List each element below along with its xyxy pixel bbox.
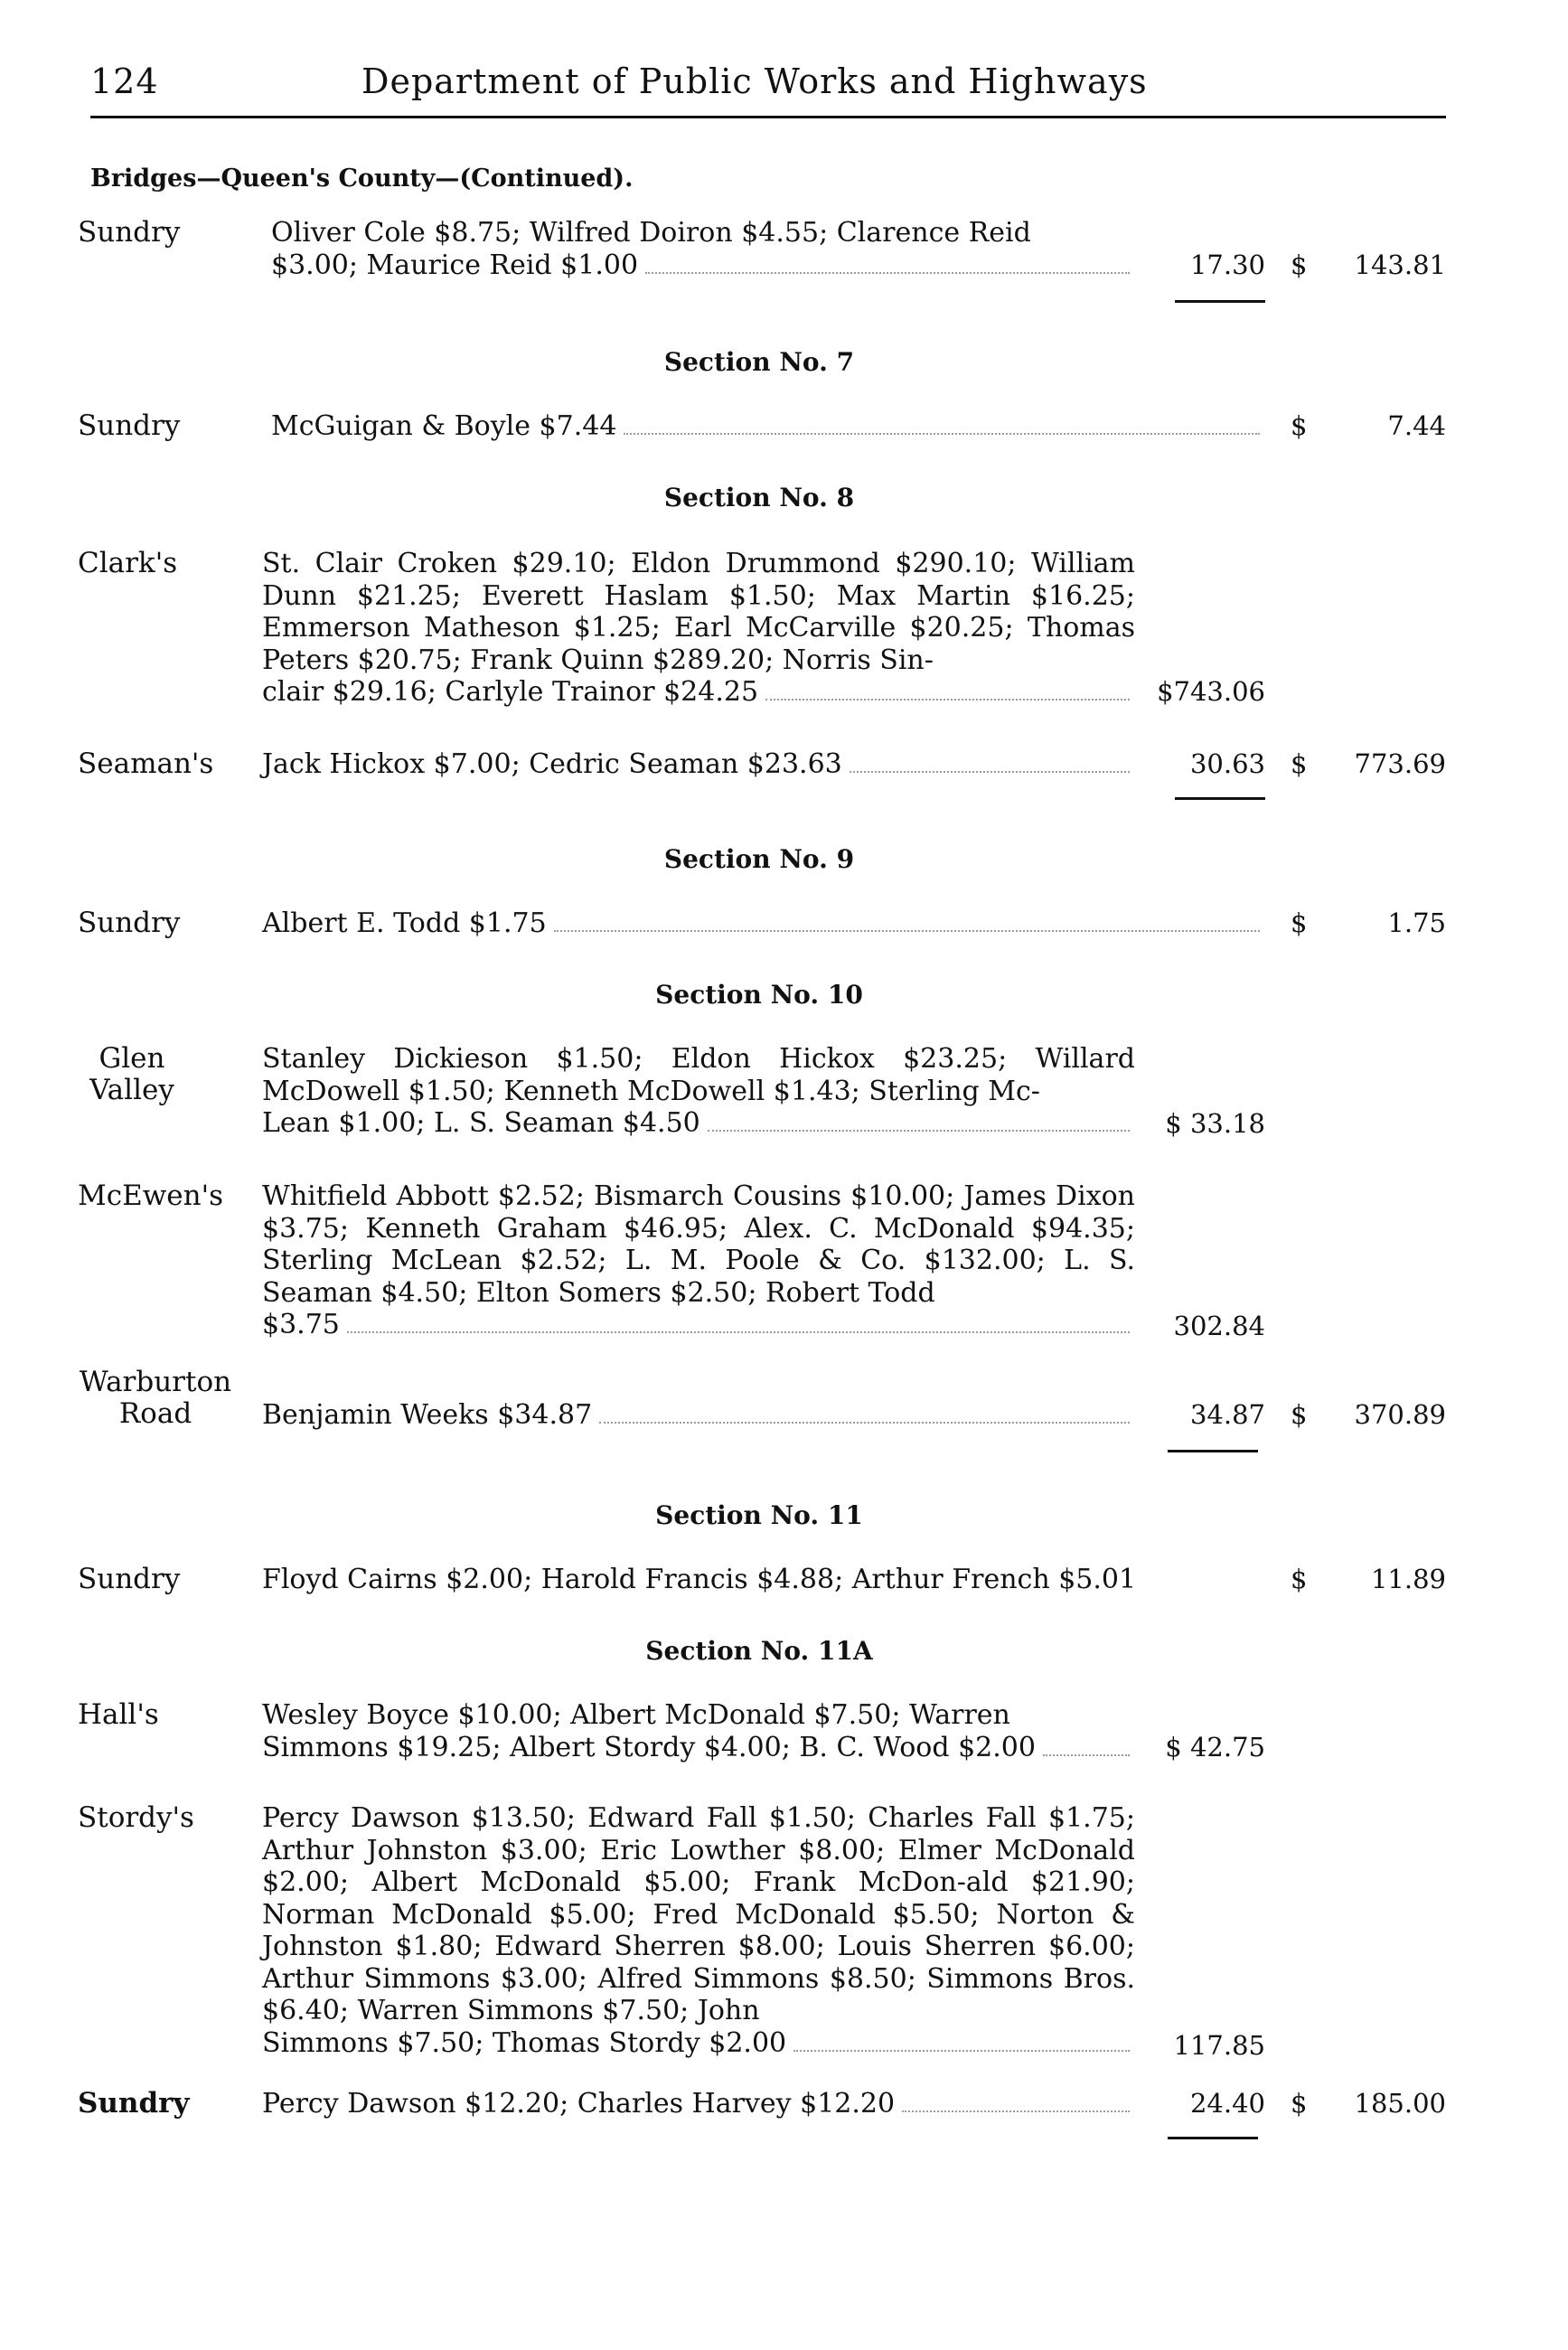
- dollar-sign: $: [1291, 1564, 1308, 1594]
- entry-text: Wesley Boyce $10.00; Albert McDonald $7.50; Warren: [262, 1699, 1010, 1731]
- row-label: McEwen's: [78, 1180, 224, 1212]
- dollar-sign: $: [1291, 748, 1308, 779]
- total-amount: 11.89: [1370, 1564, 1446, 1594]
- entry-text: St. Clair Croken $29.10; Eldon Drummond $290.10; William Dunn $21.25; Everett Haslam $1.50; Max Martin $16.25; Emmerson Matheson $1.25; Earl McCarville $20.25; Thomas Peters $20.75; Frank Quinn $289.20; Norris Sin-: [262, 548, 1135, 676]
- row-label: [72, 1367, 239, 1430]
- subtotal-amount: 17.30: [1189, 249, 1265, 280]
- section-heading: Section No. 10: [655, 980, 863, 1010]
- dollar-sign: $: [1291, 249, 1308, 280]
- total-amount: 143.81: [1354, 249, 1446, 280]
- dot-leader: [554, 929, 1260, 932]
- entry-last-text: Lean $1.00; L. S. Seaman $4.50: [262, 1107, 700, 1139]
- entry-last-text: Albert E. Todd $1.75: [262, 907, 547, 939]
- dollar-sign: $: [1291, 2088, 1308, 2119]
- subtotal-rule: [1175, 300, 1265, 303]
- entry-last-line: [262, 1309, 1135, 1341]
- row-label: Stordy's: [78, 1801, 194, 1834]
- row-label: Clark's: [78, 547, 178, 579]
- entry-last-line: [262, 748, 1135, 781]
- entry-text: Whitfield Abbott $2.52; Bismarch Cousins $10.00; James Dixon $3.75; Kenneth Graham $46.95; Alex. C. McDonald $94.35; Sterling McLean $2.52; L. M. Poole & Co. $132.00; L. S. Seaman $4.50; Elton Somers $2.50; Robert Todd: [262, 1180, 1135, 1309]
- page-header: [90, 61, 1446, 112]
- section-heading: Section No. 11: [655, 1500, 863, 1530]
- entry-last-line: [262, 1399, 1135, 1432]
- row-label: Seaman's: [78, 747, 214, 780]
- entry-last-line: [271, 410, 1265, 443]
- dollar-sign: $: [1291, 907, 1308, 938]
- row-label: Sundry: [78, 216, 181, 249]
- entry-last-text: McGuigan & Boyle $7.44: [271, 410, 617, 442]
- section-heading: Section No. 7: [663, 347, 855, 377]
- total-amount: 1.75: [1387, 907, 1446, 938]
- row-label: Sundry: [78, 907, 181, 939]
- entry-last-line: [262, 1564, 1211, 1596]
- total-amount: 370.89: [1354, 1399, 1446, 1430]
- section-heading: Section No. 9: [663, 844, 855, 874]
- row-label-line: Valley: [89, 1074, 174, 1106]
- subtotal-amount: 24.40: [1189, 2088, 1265, 2119]
- dot-leader: [624, 432, 1260, 435]
- row-entry: [262, 548, 1135, 709]
- dot-leader: [599, 1421, 1130, 1424]
- row-label-line: Road: [118, 1397, 192, 1430]
- row-entry: [262, 1699, 1135, 1763]
- entry-last-text: Simmons $7.50; Thomas Stordy $2.00: [262, 2026, 787, 2059]
- row-entry: [262, 748, 1135, 781]
- total-amount: 185.00: [1354, 2088, 1446, 2119]
- row-entry: [262, 2088, 1135, 2120]
- dot-leader: [1043, 1753, 1130, 1756]
- entry-last-text: Floyd Cairns $2.00; Harold Francis $4.88; Arthur French $5.01: [262, 1564, 1137, 1595]
- subtotal-amount: 117.85: [1173, 2030, 1265, 2061]
- dot-leader: [765, 698, 1130, 700]
- entry-last-text: $3.75: [262, 1309, 340, 1340]
- dot-leader: [793, 2049, 1130, 2052]
- total-amount: 7.44: [1387, 410, 1446, 441]
- row-entry: [262, 1180, 1135, 1341]
- entry-last-line: [262, 907, 1265, 940]
- subtotal-amount: $ 42.75: [1165, 1732, 1265, 1762]
- subtotal-rule: [1175, 797, 1265, 800]
- row-entry: [262, 1802, 1135, 2059]
- subtotal-amount: 30.63: [1189, 748, 1265, 779]
- entry-last-text: Benjamin Weeks $34.87: [262, 1399, 593, 1431]
- section-heading: Section No. 11A: [645, 1636, 873, 1666]
- dot-leader: [708, 1129, 1130, 1132]
- entry-text: Oliver Cole $8.75; Wilfred Doiron $4.55; Clarence Reid: [271, 217, 1031, 249]
- dollar-sign: $: [1291, 410, 1308, 441]
- entry-last-text: $3.00; Maurice Reid $1.00: [271, 249, 639, 281]
- section-heading: Section No. 8: [663, 483, 855, 512]
- row-entry: [262, 1564, 1211, 1596]
- row-label: Sundry: [78, 1563, 181, 1595]
- subtotal-rule: [1168, 1450, 1258, 1452]
- subtotal-amount: 34.87: [1189, 1399, 1265, 1430]
- page-title: Department of Public Works and Highways: [361, 61, 1148, 101]
- dot-leader: [347, 1330, 1130, 1333]
- dot-leader: [902, 2110, 1130, 2112]
- entry-last-line: [271, 249, 1135, 282]
- row-entry: [262, 907, 1265, 940]
- entry-last-line: [262, 2088, 1135, 2120]
- continued-heading: Bridges—Queen's County—(Continued).: [90, 164, 634, 193]
- entry-last-text: clair $29.16; Carlyle Trainor $24.25: [262, 676, 759, 708]
- entry-last-line: [262, 676, 1135, 709]
- entry-text: Stanley Dickieson $1.50; Eldon Hickox $23.25; Willard McDowell $1.50; Kenneth McDowell $1.43; Sterling Mc-: [262, 1043, 1135, 1107]
- row-entry: [262, 1399, 1135, 1432]
- dollar-sign: $: [1291, 1399, 1308, 1430]
- subtotal-amount: $743.06: [1157, 676, 1265, 707]
- subtotal-rule: [1168, 2137, 1258, 2139]
- entry-last-text: Jack Hickox $7.00; Cedric Seaman $23.63: [262, 748, 842, 780]
- row-label: Sundry: [78, 409, 181, 442]
- entry-last-line: [262, 2027, 1135, 2060]
- entry-last-line: [262, 1732, 1135, 1764]
- dot-leader: [645, 271, 1130, 274]
- entry-text: Percy Dawson $13.50; Edward Fall $1.50; Charles Fall $1.75; Arthur Johnston $3.00; Eric Lowther $8.00; Elmer McDonald $2.00; Albert McDonald $5.00; Frank McDon-ald $21.90; Norman McDonald $5.00; Fred McDonald $5.50; Norton & Johnston $1.80; Edward Sherren $8.00; Louis Sherren $6.00; Arthur Simmons $3.00; Alfred Simmons $8.50; Simmons Bros. $6.40; Warren Simmons $7.50; John: [262, 1802, 1135, 2026]
- row-label: Sundry: [78, 2087, 190, 2120]
- header-rule: [90, 116, 1446, 118]
- entry-last-line: [262, 1107, 1135, 1140]
- dot-leader: [850, 770, 1130, 773]
- row-label: Hall's: [78, 1698, 159, 1731]
- page-number: 124: [90, 61, 159, 101]
- total-amount: 773.69: [1354, 748, 1446, 779]
- row-entry: [262, 1043, 1135, 1140]
- entry-last-text: Percy Dawson $12.20; Charles Harvey $12.20: [262, 2088, 896, 2120]
- row-label-line: Warburton: [79, 1366, 232, 1398]
- row-label-line: Glen: [99, 1042, 165, 1075]
- entry-last-text: Simmons $19.25; Albert Stordy $4.00; B. C. Wood $2.00: [262, 1731, 1036, 1763]
- row-label: [78, 1043, 186, 1106]
- subtotal-amount: 302.84: [1173, 1311, 1265, 1341]
- subtotal-amount: $ 33.18: [1165, 1108, 1265, 1139]
- row-entry: [271, 410, 1265, 443]
- row-entry: [271, 217, 1135, 281]
